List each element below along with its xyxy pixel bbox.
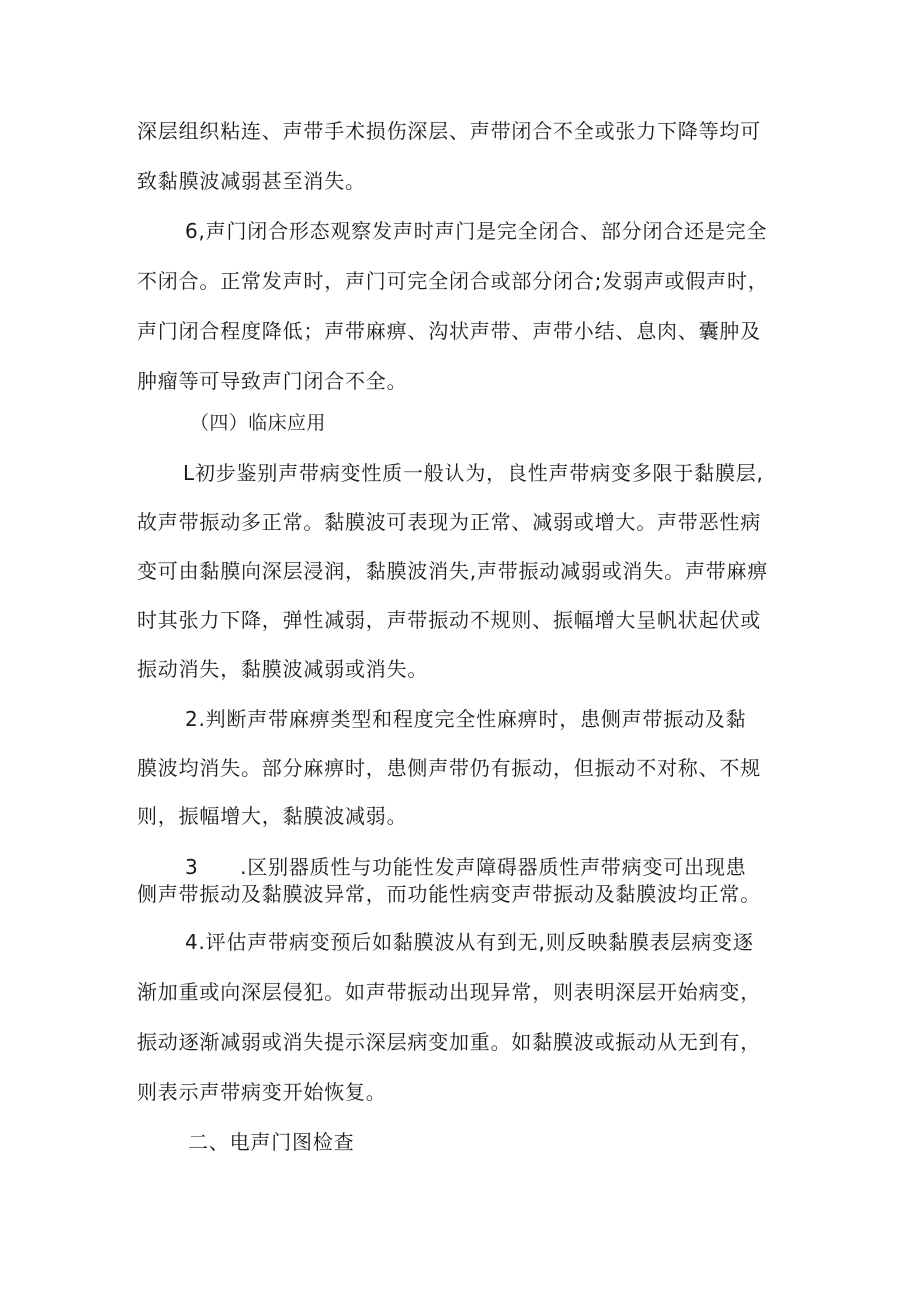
text-line: 深层组织粘连、声带手术损伤深层、声带闭合不全或张力下降等均可 bbox=[137, 119, 761, 143]
text-line: 4.评估声带病变预后如黏膜波从有到无,则反映黏膜表层病变逐 bbox=[185, 930, 754, 954]
text-line: 3 .区别器质性与功能性发声障碍器质性声带病变可出现患 bbox=[185, 855, 747, 879]
section-heading: （四）临床应用 bbox=[190, 412, 326, 434]
text-line: 时其张力下降，弹性减弱，声带振动不规则、振幅增大呈帆状起伏或 bbox=[137, 608, 761, 632]
text-line: 则表示声带病变开始恢复。 bbox=[137, 1080, 387, 1104]
text-line: 侧声带振动及黏膜波异常，而功能性病变声带振动及黏膜波均正常。 bbox=[137, 882, 761, 906]
text-line: 渐加重或向深层侵犯。如声带振动出现异常，则表明深层开始病变， bbox=[137, 980, 761, 1004]
text-line: 振动逐渐减弱或消失提示深层病变加重。如黏膜波或振动从无到有， bbox=[137, 1030, 761, 1054]
text-line: 不闭合。正常发声时，声门可完全闭合或部分闭合;发弱声或假声时， bbox=[137, 269, 769, 293]
text-line: 振动消失，黏膜波减弱或消失。 bbox=[137, 657, 429, 681]
text-line: 膜波均消失。部分麻痹时，患侧声带仍有振动，但振动不对称、不规 bbox=[137, 756, 761, 780]
text-line: 2.判断声带麻痹类型和程度完全性麻痹时，患侧声带振动及黏 bbox=[185, 707, 747, 731]
text-line: L初步鉴别声带病变性质一般认为，良性声带病变多限于黏膜层, bbox=[183, 461, 764, 485]
text-line: 则，振幅增大，黏膜波减弱。 bbox=[137, 804, 408, 828]
text-line: 声门闭合程度降低；声带麻痹、沟状声带、声带小结、息肉、囊肿及 bbox=[137, 319, 761, 343]
text-line: 致黏膜波减弱甚至消失。 bbox=[137, 169, 366, 193]
text-line: 6,声门闭合形态观察发声时声门是完全闭合、部分闭合还是完全 bbox=[185, 219, 768, 243]
section-heading: 二、电声门图检查 bbox=[188, 1130, 355, 1154]
text-line: 故声带振动多正常。黏膜波可表现为正常、减弱或增大。声带恶性病 bbox=[137, 510, 761, 534]
text-line: 肿瘤等可导致声门闭合不全。 bbox=[137, 369, 408, 393]
text-line: 变可由黏膜向深层浸润，黏膜波消失,声带振动减弱或消失。声带麻痹 bbox=[137, 559, 769, 583]
